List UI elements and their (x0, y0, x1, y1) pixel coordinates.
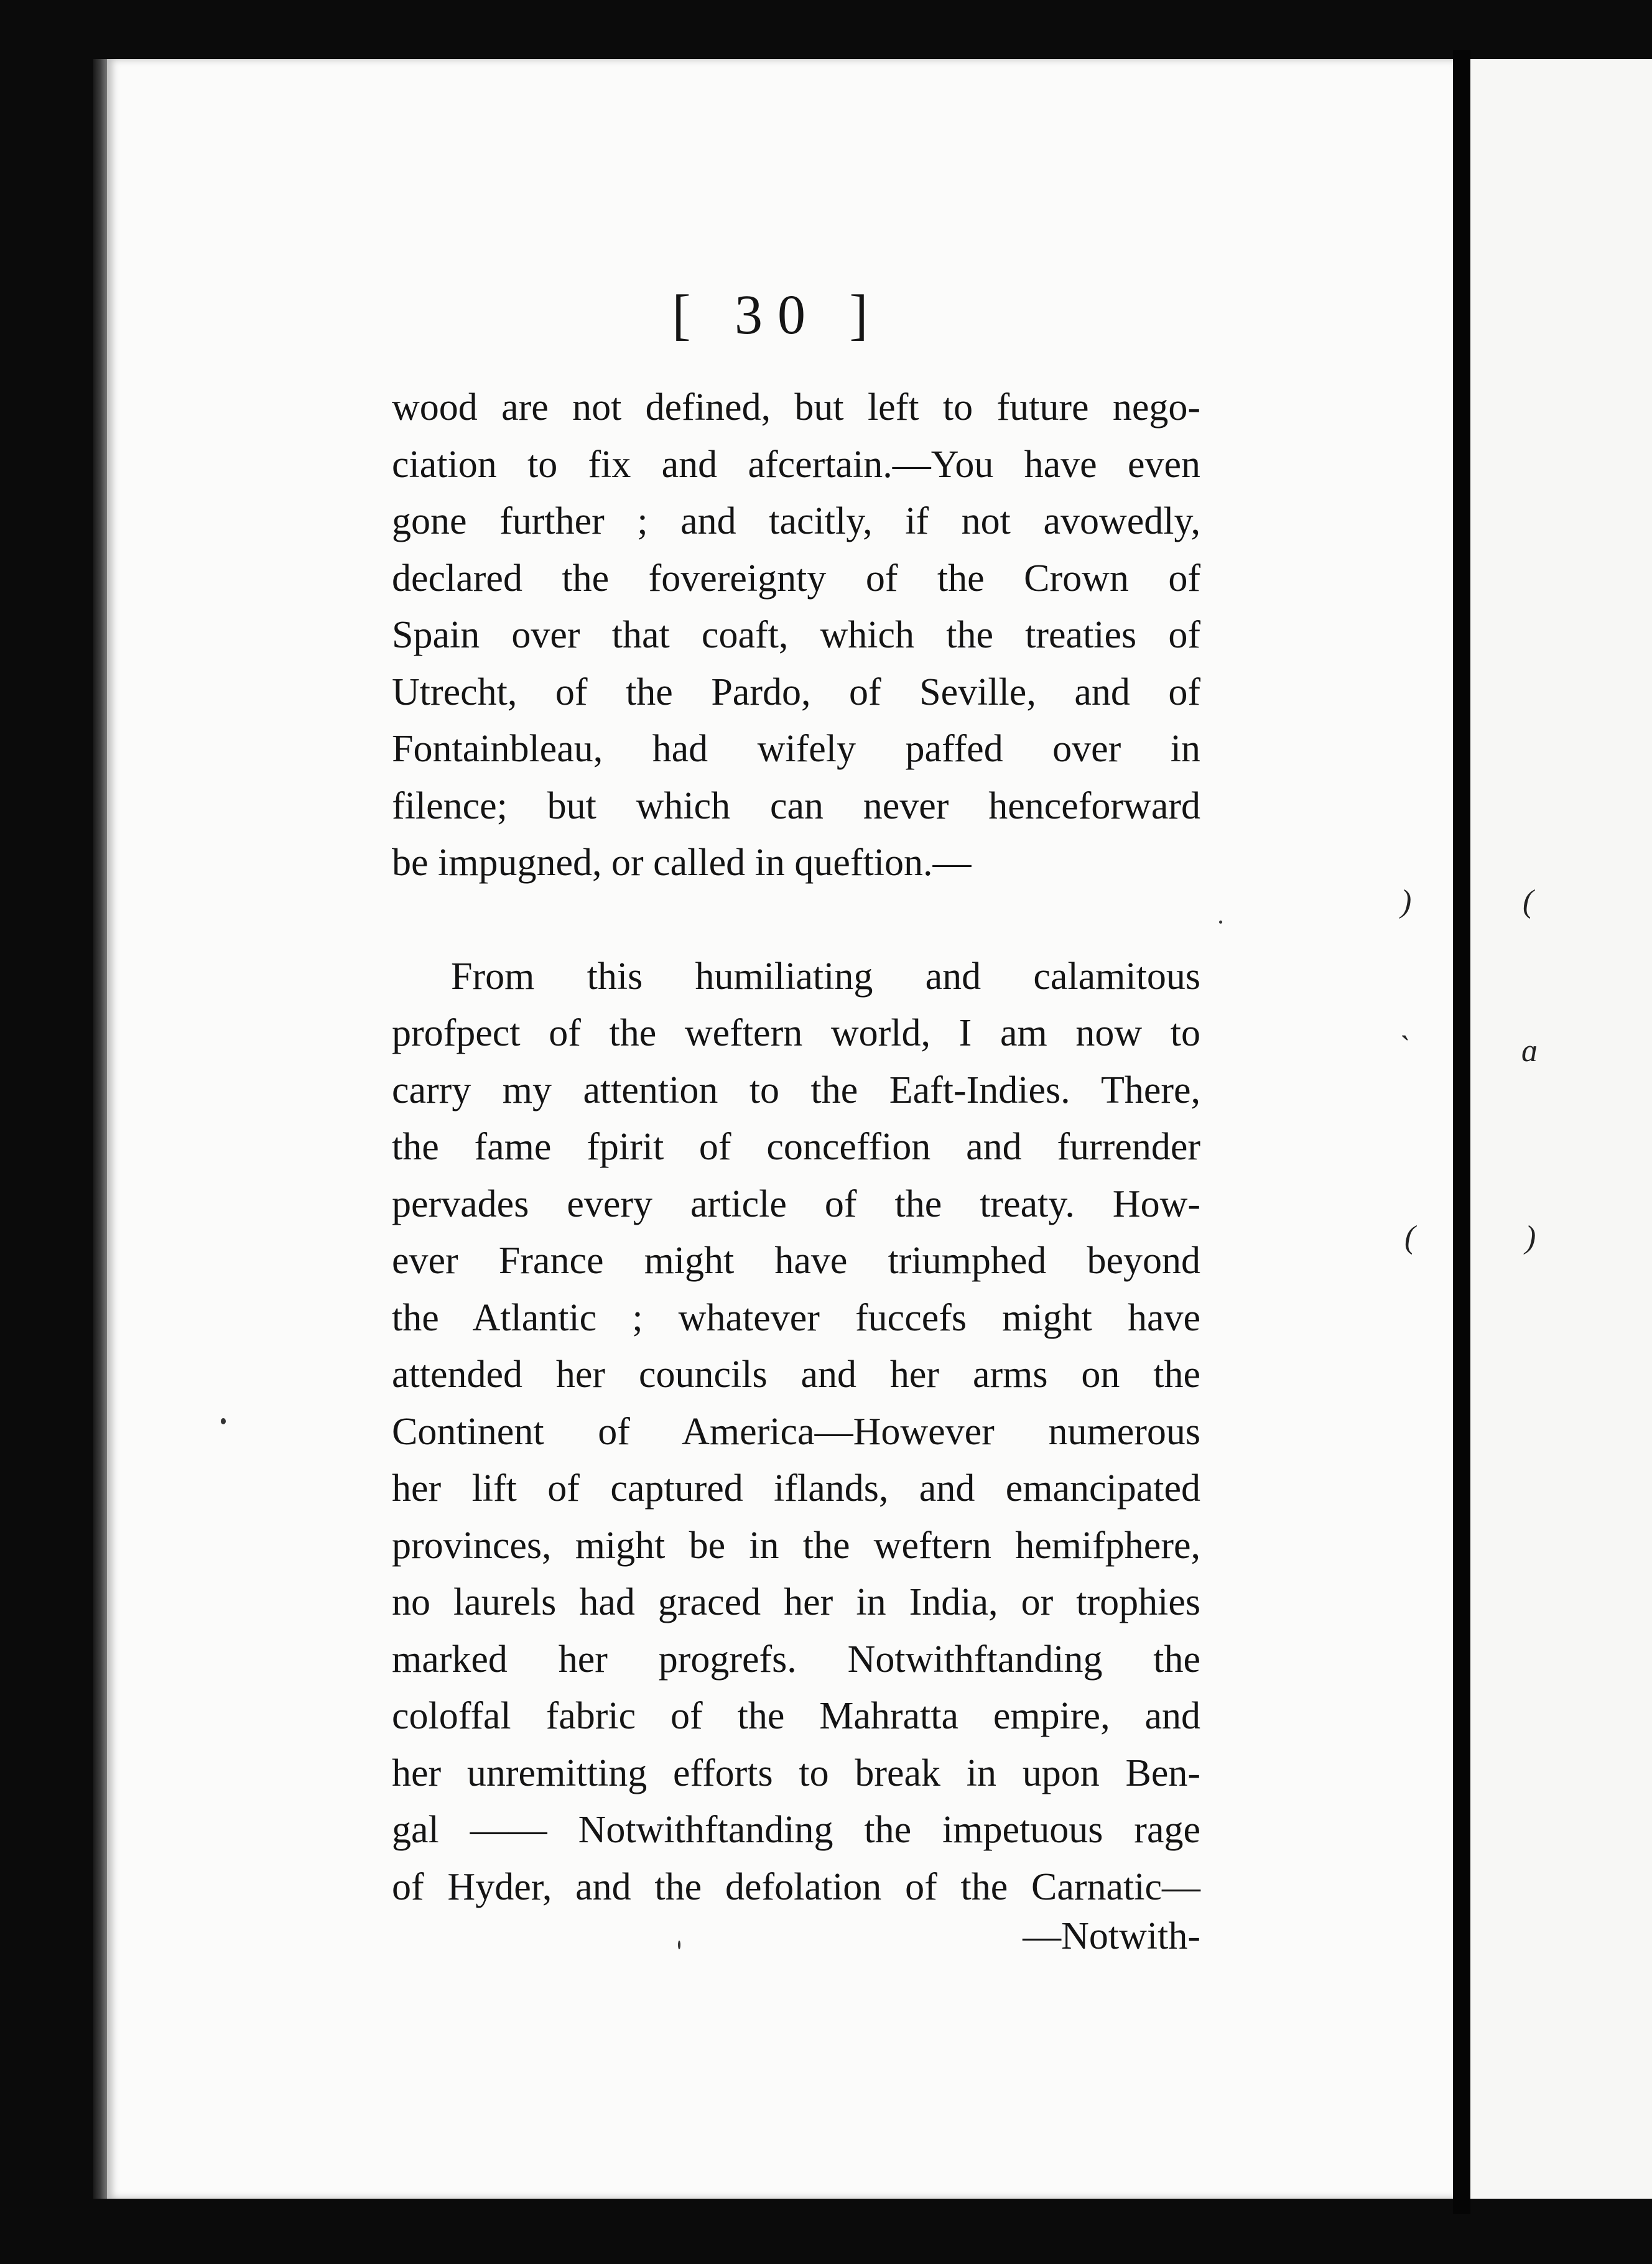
paragraph-break (392, 892, 1200, 949)
text-line: of Hyder, and the defolation of the Carnatic— (392, 1865, 1200, 1908)
book-gutter (1453, 50, 1470, 2214)
paper-speck (678, 1941, 680, 1949)
facing-page-mark: ɑ (1521, 1033, 1538, 1069)
page-number-header: [ 30 ] (672, 284, 883, 346)
text-line: provinces, might be in the weftern hemifphere, (392, 1524, 1200, 1567)
text-line: Utrecht, of the Pardo, of Seville, and of (392, 670, 1200, 713)
paper-speck (1219, 921, 1222, 924)
text-line: the Atlantic ; whatever fuccefs might have (392, 1296, 1200, 1339)
catchword: —Notwith- (1023, 1915, 1200, 1957)
text-line: wood are not defined, but left to future nego- (392, 386, 1200, 429)
text-line: profpect of the weftern world, I am now to (392, 1012, 1200, 1054)
facing-page-mark: ( (1523, 884, 1534, 919)
body-text (392, 379, 1200, 1916)
text-line: Continent of America—However numerous (392, 1410, 1200, 1453)
text-line: Spain over that coaft, which the treaties of (392, 614, 1200, 656)
text-line: pervades every article of the treaty. How- (392, 1182, 1200, 1225)
text-line: From this humiliating and calamitous (451, 955, 1200, 998)
facing-page-mark: ) (1525, 1220, 1536, 1255)
text-line: filence; but which can never henceforward (392, 784, 1200, 827)
text-line: marked her progrefs. Notwithftanding the (392, 1638, 1200, 1681)
text-line: gal —— Notwithftanding the impetuous rage (392, 1809, 1200, 1851)
facing-page-edge (1470, 59, 1652, 2199)
text-line: be impugned, or called in queftion.— (392, 842, 972, 884)
text-line: her unremitting efforts to break in upon Ben- (392, 1751, 1200, 1794)
text-line: declared the fovereignty of the Crown of (392, 557, 1200, 600)
facing-page-mark: ˋ (1399, 1030, 1411, 1065)
text-line: gone further ; and tacitly, if not avowedly, (392, 500, 1200, 542)
text-line: ciation to fix and afcertain.—You have even (392, 443, 1200, 486)
text-line: no laurels had graced her in India, or trophies (392, 1581, 1200, 1623)
text-line: Fontainbleau, had wifely paffed over in (392, 728, 1200, 770)
text-line: her lift of captured iflands, and emancipated (392, 1467, 1200, 1510)
facing-page-mark: ( (1404, 1220, 1416, 1255)
paper-speck (221, 1418, 226, 1424)
facing-page-mark: ) (1401, 884, 1412, 919)
text-line: the fame fpirit of conceffion and furrender (392, 1126, 1200, 1168)
text-line: ever France might have triumphed beyond (392, 1240, 1200, 1282)
text-line: attended her councils and her arms on the (392, 1353, 1200, 1396)
text-line: carry my attention to the Eaft-Indies. There, (392, 1069, 1200, 1111)
text-line: coloffal fabric of the Mahratta empire, and (392, 1695, 1200, 1737)
